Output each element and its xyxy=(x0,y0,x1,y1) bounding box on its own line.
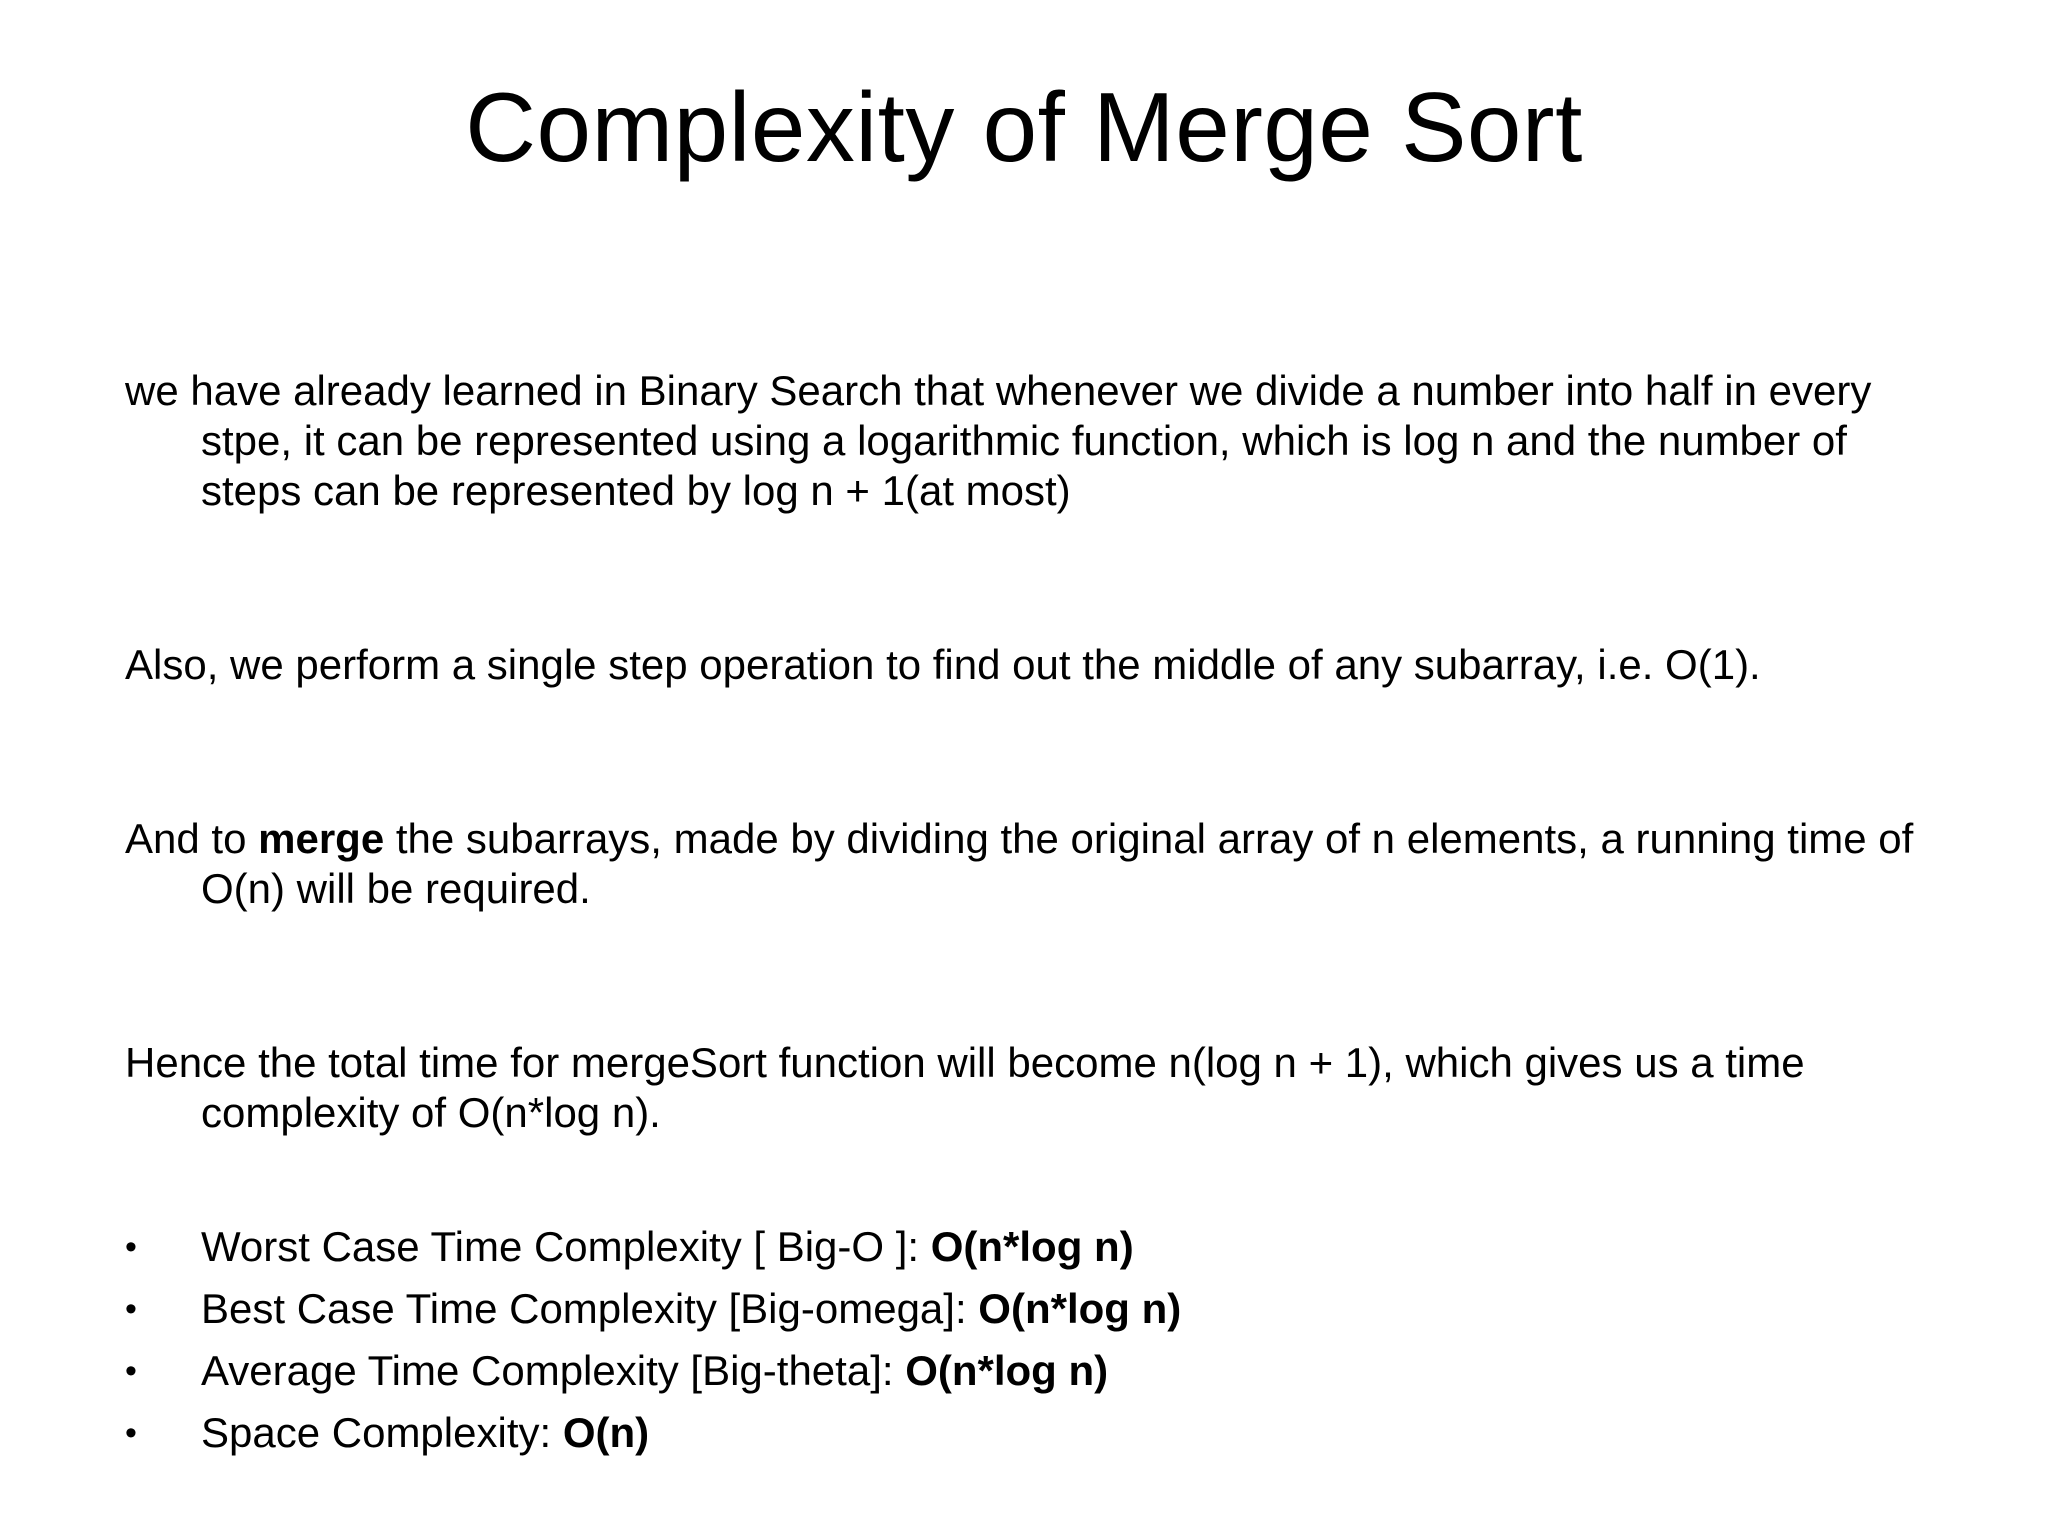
complexity-label: Worst Case Time Complexity [ Big-O ]: xyxy=(201,1223,931,1270)
bullet-icon: • xyxy=(125,1228,137,1266)
paragraph-middle-step: Also, we perform a single step operation to find out the middle of any subarray, i.e. O(1). xyxy=(125,641,1761,688)
complexity-value: O(n*log n) xyxy=(905,1347,1109,1394)
complexity-item-worst xyxy=(125,1216,1955,1278)
complexity-label: Average Time Complexity [Big-theta]: xyxy=(201,1347,906,1394)
paragraph-merge-after: the subarrays, made by dividing the original array of n elements, a running time of O(n) will be required. xyxy=(201,815,1914,912)
bullet-icon: • xyxy=(125,1414,137,1452)
slide-body xyxy=(125,366,1955,1464)
complexity-list xyxy=(125,1216,1955,1464)
complexity-item-space xyxy=(125,1402,1955,1464)
paragraph-total-time: Hence the total time for mergeSort function will become n(log n + 1), which gives us a time complexity of O(n*log n). xyxy=(125,1039,1805,1136)
complexity-value: O(n*log n) xyxy=(978,1285,1182,1332)
bullet-icon: • xyxy=(125,1352,137,1390)
complexity-value: O(n) xyxy=(562,1409,650,1456)
slide-title: Complexity of Merge Sort xyxy=(465,72,1583,182)
paragraph-merge-bold: merge xyxy=(258,815,385,862)
paragraph-merge-before: And to xyxy=(125,815,259,862)
paragraph-binary-search: we have already learned in Binary Search that whenever we divide a number into half in every stpe, it can be represented using a logarithmic function, which is log n and the number of steps can be represented by log n + 1(at most) xyxy=(125,367,1872,514)
complexity-item-average xyxy=(125,1340,1955,1402)
complexity-label: Space Complexity: xyxy=(201,1409,563,1456)
bullet-icon: • xyxy=(125,1290,137,1328)
complexity-value: O(n*log n) xyxy=(930,1223,1134,1270)
complexity-item-best xyxy=(125,1278,1955,1340)
complexity-label: Best Case Time Complexity [Big-omega]: xyxy=(201,1285,979,1332)
paragraph-merge xyxy=(125,814,1955,914)
